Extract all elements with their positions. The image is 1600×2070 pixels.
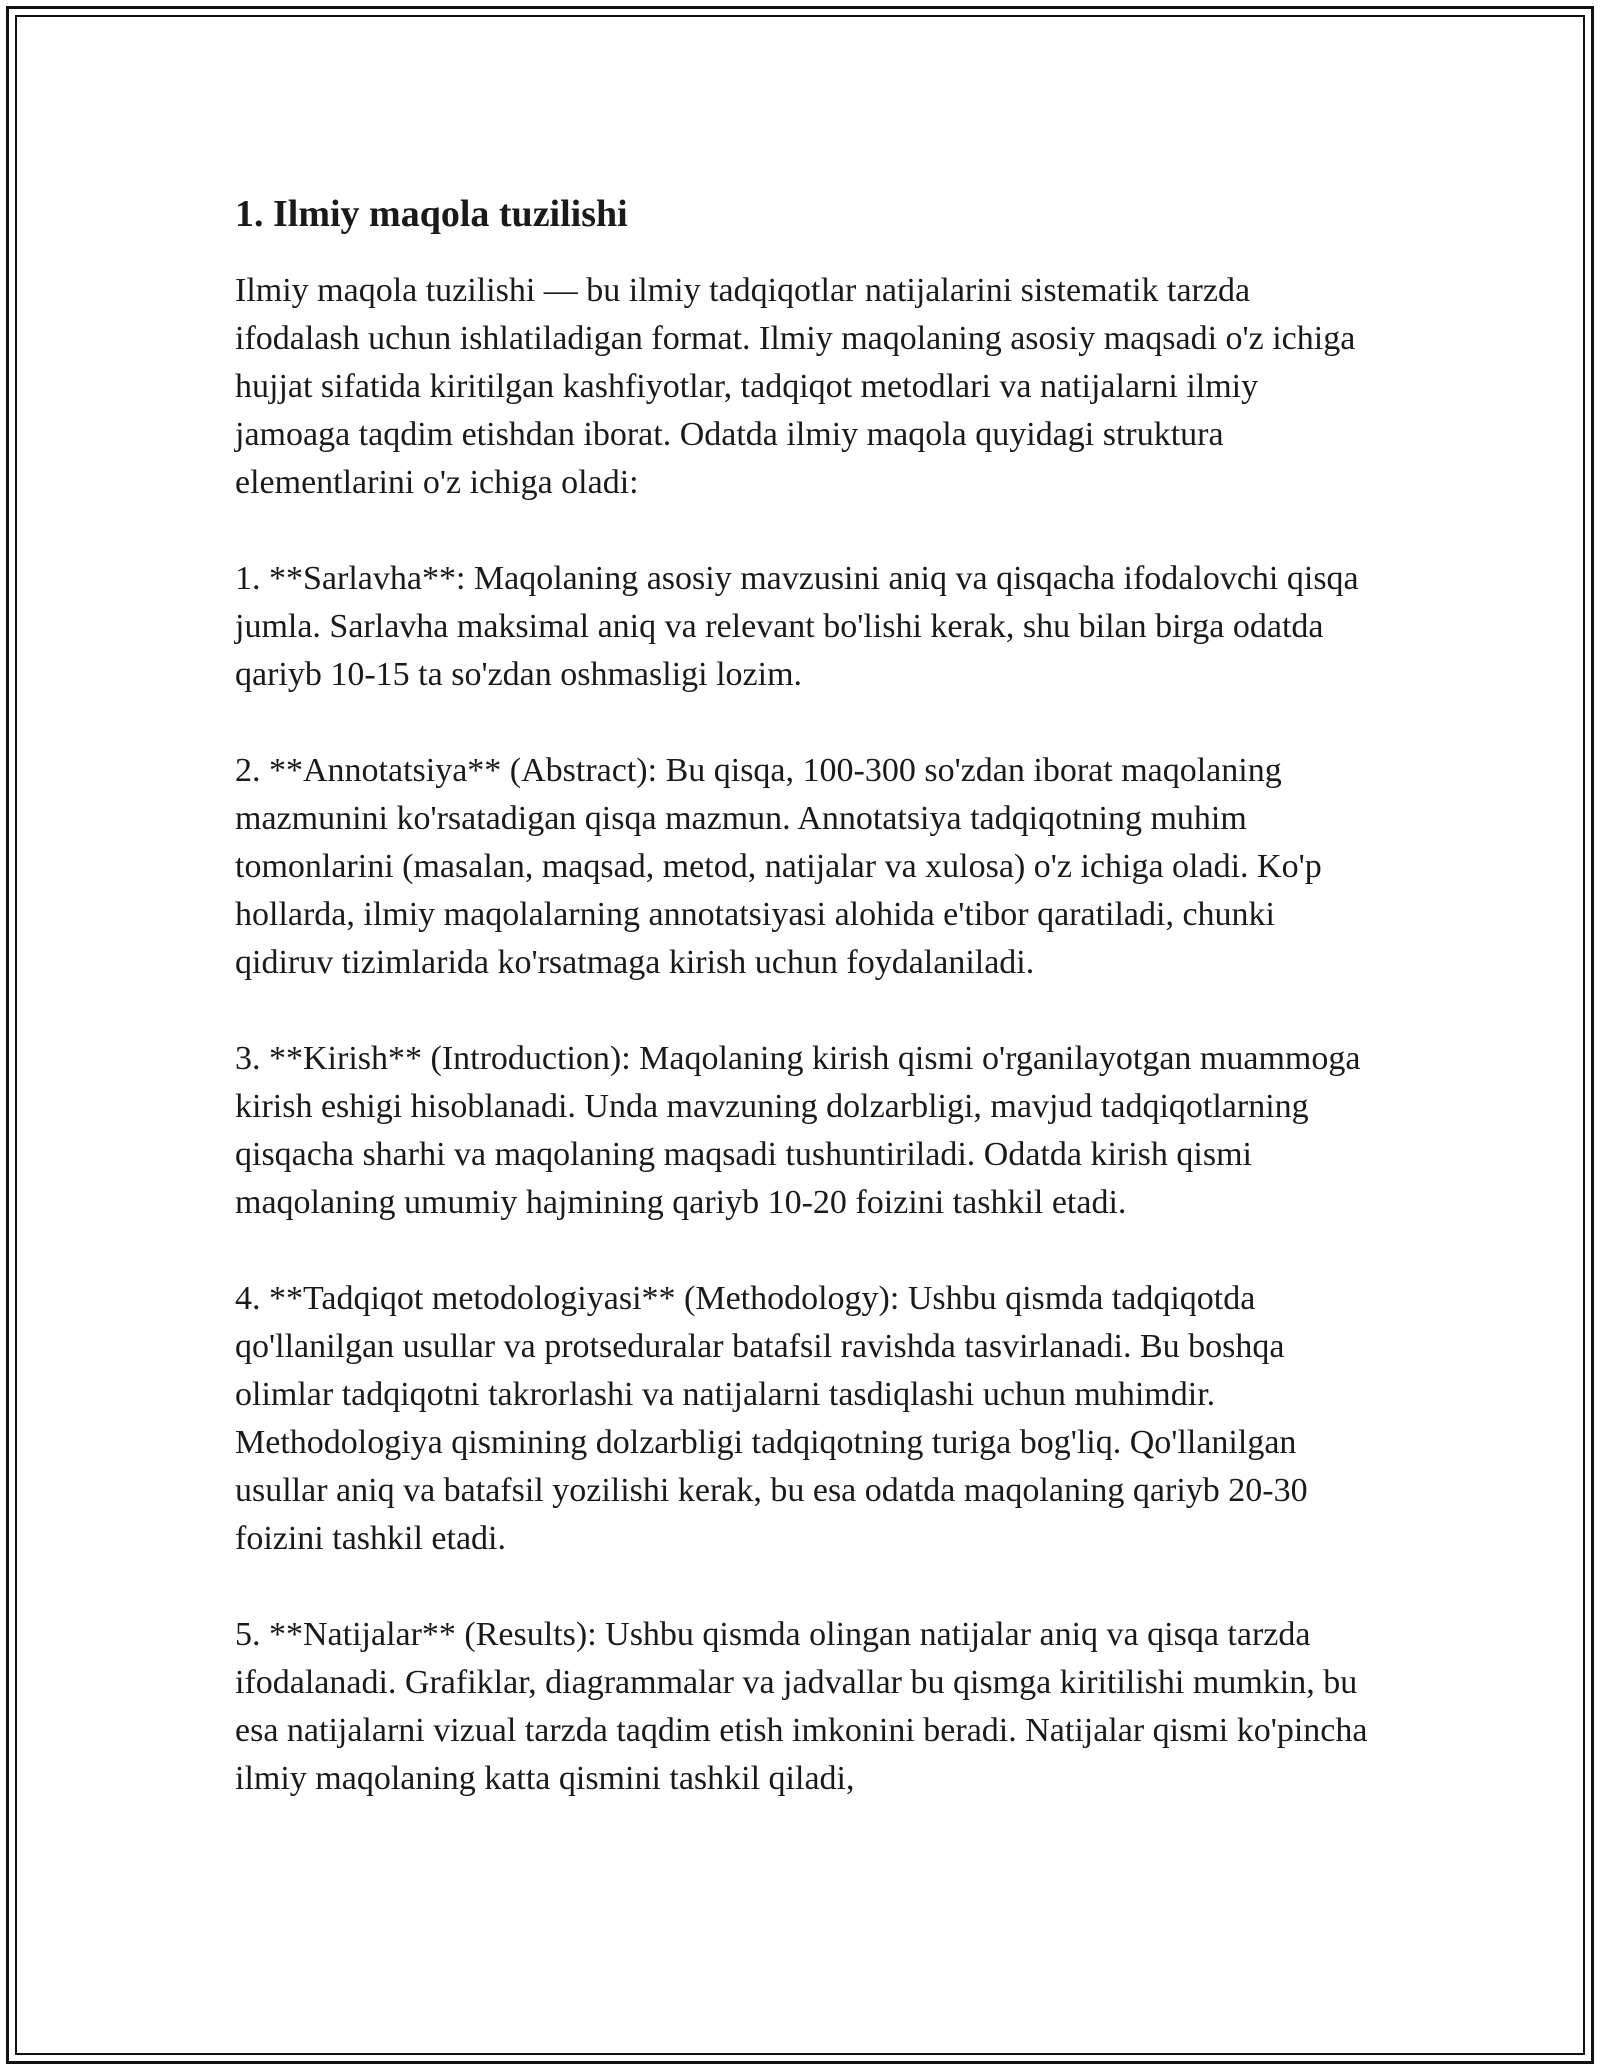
list-item-annotatsiya: 2. **Annotatsiya** (Abstract): Bu qisqa, 100-300 so'zdan iborat maqolaning mazmunini ko'rsatadigan qisqa mazmun. Annotatsiya tadqiqotning muhim tomonlarini (masalan, maqsad, metod, natijalar va xulosa) o'z ichiga oladi. Ko'p hollarda, ilmiy maqolalarning annotatsiyasi alohida e'tibor qaratiladi, chunki qidiruv tizimlarida ko'rsatmaga kirish uchun foydalaniladi. [235, 752, 1322, 981]
section-heading: 1. Ilmiy maqola tuzilishi [235, 193, 628, 235]
document-body [235, 185, 1375, 1851]
list-item-sarlavha: 1. **Sarlavha**: Maqolaning asosiy mavzusini aniq va qisqacha ifodalovchi qisqa jumla. Sarlavha maksimal aniq va relevant bo'lishi kerak, shu bilan birga odatda qariyb 10-15 ta so'zdan oshmasligi lozim. [235, 560, 1359, 693]
list-item-natijalar: 5. **Natijalar** (Results): Ushbu qismda olingan natijalar aniq va qisqa tarzda ifodalanadi. Grafiklar, diagrammalar va jadvallar bu qismga kiritilishi mumkin, bu esa natijalarni vizual tarzda taqdim etish imkonini beradi. Natijalar qismi ko'pincha ilmiy maqolaning katta qismini tashkil qiladi, [235, 1616, 1368, 1797]
list-item-kirish: 3. **Kirish** (Introduction): Maqolaning kirish qismi o'rganilayotgan muammoga kirish eshigi hisoblanadi. Unda mavzuning dolzarbligi, mavjud tadqiqotlarning qisqacha sharhi va maqolaning maqsadi tushuntiriladi. Odatda kirish qismi maqolaning umumiy hajmining qariyb 10-20 foizini tashkil etadi. [235, 1040, 1361, 1221]
list-item-metodologiya: 4. **Tadqiqot metodologiyasi** (Methodology): Ushbu qismda tadqiqotda qo'llanilgan usullar va protseduralar batafsil ravishda tasvirlanadi. Bu boshqa olimlar tadqiqotni takrorlashi va natijalarni tasdiqlashi uchun muhimdir. Methodologiya qismining dolzarbligi tadqiqotning turiga bog'liq. Qo'llanilgan usullar aniq va batafsil yozilishi kerak, bu esa odatda maqolaning qariyb 20-30 foizini tashkil etadi. [235, 1280, 1308, 1557]
intro-paragraph: Ilmiy maqola tuzilishi — bu ilmiy tadqiqotlar natijalarini sistematik tarzda ifodalash uchun ishlatiladigan format. Ilmiy maqolaning asosiy maqsadi o'z ichiga hujjat sifatida kiritilgan kashfiyotlar, tadqiqot metodlari va natijalarni ilmiy jamoaga taqdim etishdan iborat. Odatda ilmiy maqola quyidagi struktura elementlarini o'z ichiga oladi: [235, 272, 1356, 501]
